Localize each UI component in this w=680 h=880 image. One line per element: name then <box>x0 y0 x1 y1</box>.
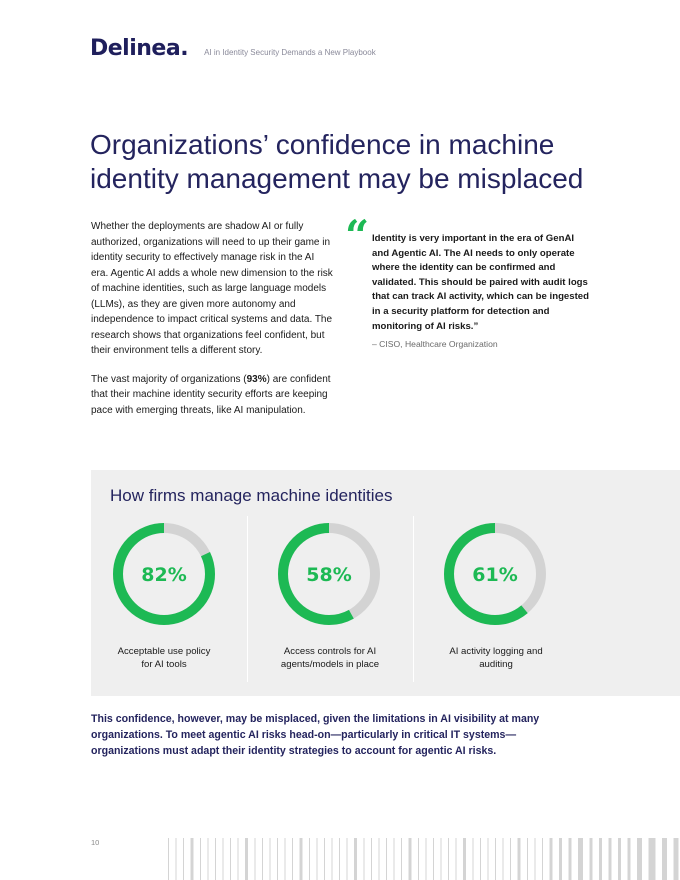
footer-stripe <box>503 838 504 880</box>
footer-stripe <box>401 838 402 880</box>
footer-stripe <box>386 838 387 880</box>
footer-stripe <box>456 838 457 880</box>
footer-stripe <box>168 838 169 880</box>
footer-stripe <box>183 838 184 880</box>
footer-stripe <box>354 838 357 880</box>
footer-stripe <box>317 838 318 880</box>
footer-stripe <box>364 838 365 880</box>
footer-stripe <box>618 838 621 880</box>
footer-stripe <box>578 838 583 880</box>
footer-stripe <box>609 838 612 880</box>
header-subtitle: AI in Identity Security Demands a New Playbook <box>204 48 376 57</box>
footer-stripe <box>590 838 593 880</box>
donut-percent: 61% <box>472 564 518 586</box>
footer-stripe <box>339 838 340 880</box>
stats-panel <box>91 470 680 696</box>
footer-stripe <box>527 838 528 880</box>
page-number: 10 <box>91 838 100 847</box>
footer-stripe <box>245 838 248 880</box>
pull-quote: Identity is very important in the era of GenAI and Agentic AI. The AI needs to only operate where the identity can be confirmed and validated. This should be paired with audit logs that can track AI activity, which can be ingested in a security platform for detection and monitoring of AI risks.” <box>372 233 589 332</box>
footer-stripe <box>200 838 201 880</box>
footer-stripe <box>292 838 293 880</box>
footer-stripe <box>463 838 466 880</box>
footer-stripe <box>569 838 572 880</box>
footer-stripe <box>208 838 209 880</box>
stat-card <box>423 516 583 686</box>
footer-stripe <box>332 838 333 880</box>
footer-stripe <box>559 838 562 880</box>
footer-stripe <box>628 838 631 880</box>
page-header <box>90 38 376 60</box>
footer-stripe <box>480 838 481 880</box>
footer-stripe <box>510 838 511 880</box>
quote-attribution: – CISO, Healthcare Organization <box>372 339 498 349</box>
footer-stripe <box>394 838 395 880</box>
body-paragraph-1: Whether the deployments are shadow AI or fully authorized, organizations will need to up their game in identity security to effectively manage risk in the AI era. Agentic AI adds a whole new dimension to the risk of machine identities, such as large language models (LLMs), as they are given more autonomy and independence to impact critical systems and data. The research shows that organizations feel confident, but their environment tells a different story. <box>91 221 333 356</box>
donut-chart <box>423 516 583 636</box>
footer-stripe <box>300 838 303 880</box>
footer-stripe <box>309 838 310 880</box>
footer-stripe <box>176 838 177 880</box>
footer-stripe <box>662 838 667 880</box>
footer-stripe <box>418 838 419 880</box>
footer-stripe <box>433 838 434 880</box>
footer-stripe <box>262 838 263 880</box>
page-title: Organizations’ confidence in machine identity management may be misplaced <box>90 129 584 194</box>
donut-percent: 82% <box>141 564 187 586</box>
footer-stripe <box>473 838 474 880</box>
footer-stripe <box>426 838 427 880</box>
panel-title: How firms manage machine identities <box>110 486 393 505</box>
footer-stripe <box>230 838 231 880</box>
body-paragraph-2: The vast majority of organizations (93%) are confident that their machine identity security efforts are keeping pace with emerging threats, like AI manipulation. <box>91 373 331 416</box>
body-text <box>91 219 333 431</box>
footer-stripe <box>495 838 496 880</box>
footer-stripe <box>238 838 239 880</box>
footer-stripe <box>542 838 543 880</box>
quote-mark-icon: “ <box>345 211 370 260</box>
footer-stripe <box>409 838 412 880</box>
footer-stripe <box>599 838 602 880</box>
panel-divider <box>413 516 414 682</box>
footer-stripe <box>255 838 256 880</box>
delinea-logo: Delinea. <box>90 36 189 61</box>
footer-stripe <box>379 838 380 880</box>
footer-stripe <box>223 838 224 880</box>
footer-stripe-pattern <box>168 838 680 880</box>
donut-percent: 58% <box>306 564 352 586</box>
stat-label: AI activity logging and auditing <box>449 646 543 670</box>
footer-stripe <box>550 838 553 880</box>
panel-divider <box>247 516 248 682</box>
footer-stripe <box>191 838 194 880</box>
footer-stripe <box>441 838 442 880</box>
donut-chart <box>257 516 417 636</box>
footer-stripe <box>270 838 271 880</box>
stat-label: Acceptable use policy for AI tools <box>117 646 211 670</box>
footer-stripe <box>488 838 489 880</box>
footer-stripe <box>277 838 278 880</box>
donut-chart <box>91 516 251 636</box>
stat-label: Access controls for AI agents/models in place <box>280 646 380 670</box>
footer-stripe <box>285 838 286 880</box>
footer-stripe <box>324 838 325 880</box>
footer-stripe <box>371 838 372 880</box>
highlight-93: 93% <box>246 373 267 385</box>
footer-stripe <box>215 838 216 880</box>
footer-stripe <box>518 838 521 880</box>
closing-statement: This confidence, however, may be misplaced, given the limitations in AI visibility at many organizations. To meet agentic AI risks head-on—particularly in critical IT systems—organizations must adapt their identity strategies to account for agentic AI risks. <box>91 713 540 757</box>
footer-stripe <box>535 838 536 880</box>
footer-stripe <box>448 838 449 880</box>
stat-card <box>257 516 417 686</box>
stat-card <box>91 516 251 686</box>
footer-stripe <box>637 838 642 880</box>
footer-stripe <box>347 838 348 880</box>
footer-stripe <box>674 838 679 880</box>
footer-stripe <box>649 838 656 880</box>
